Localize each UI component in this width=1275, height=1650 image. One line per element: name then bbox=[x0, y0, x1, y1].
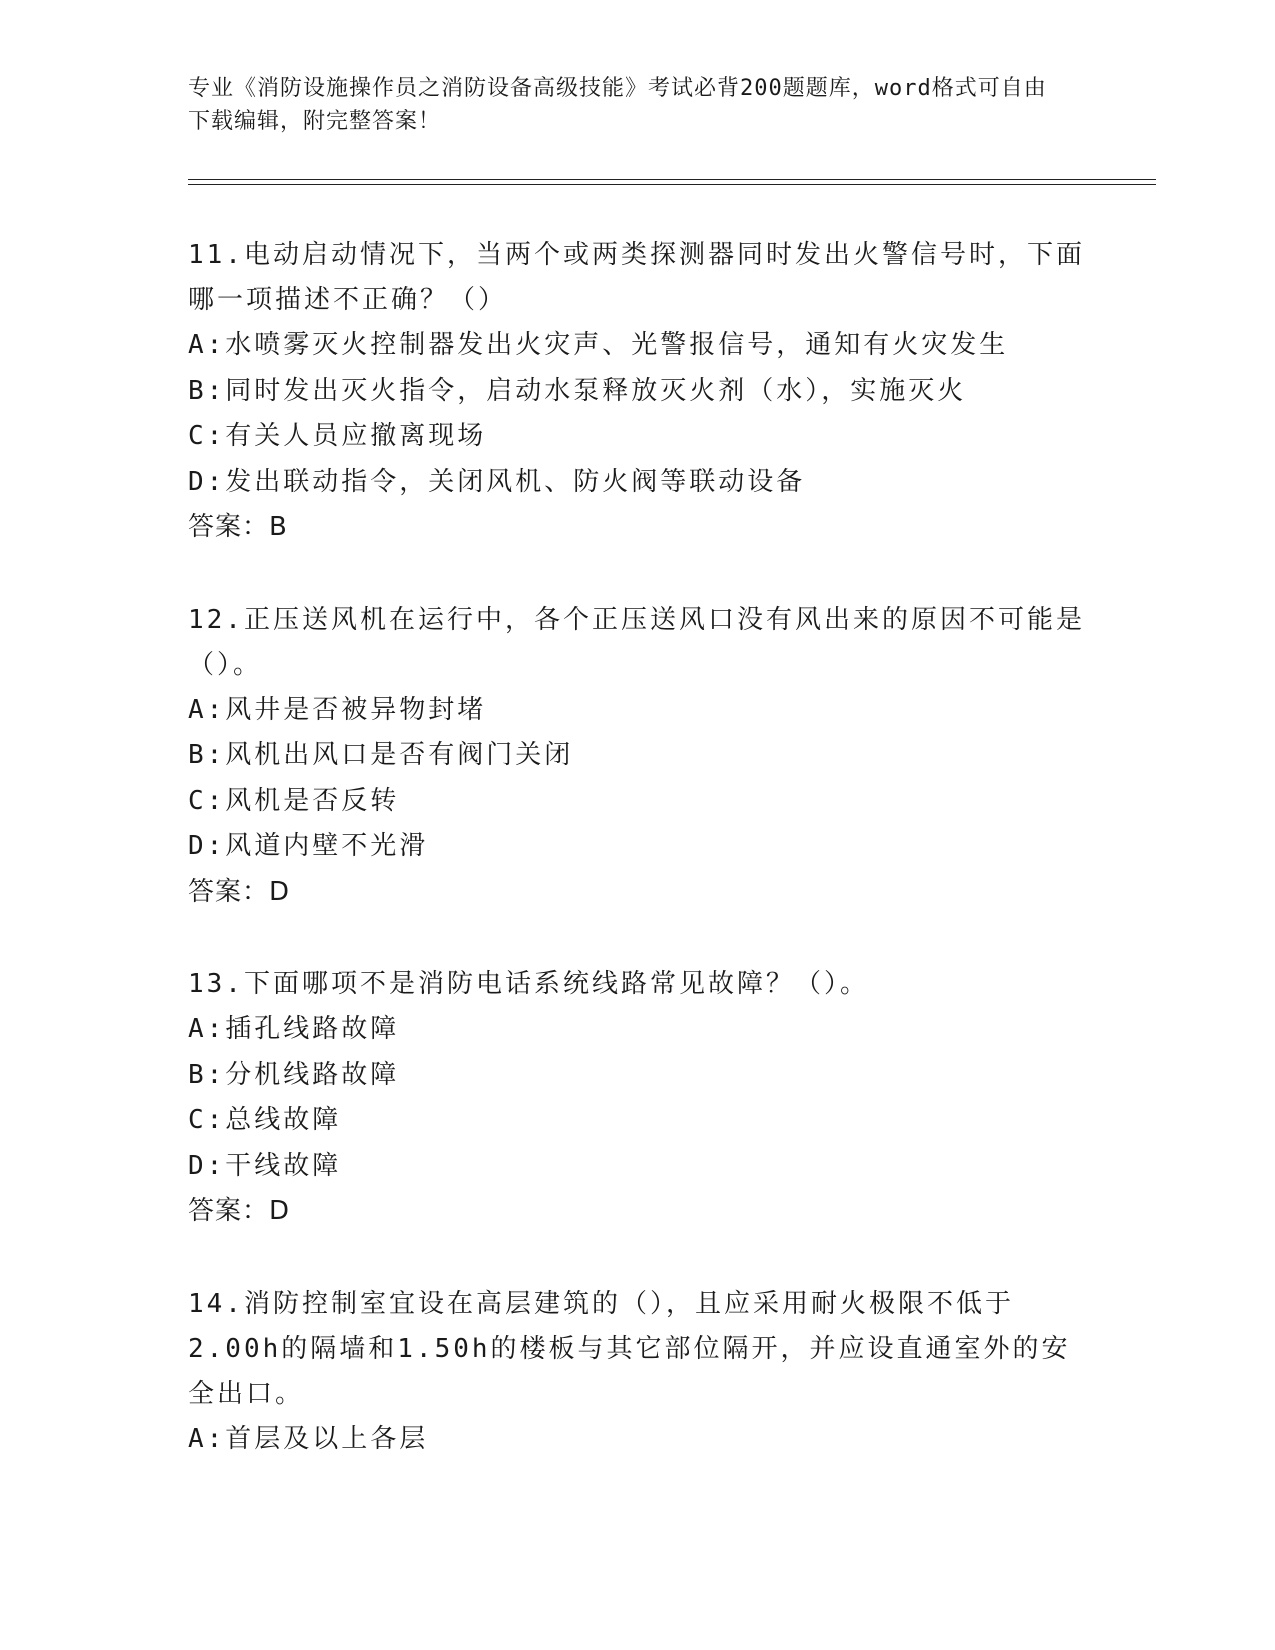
header-divider-top bbox=[188, 179, 1156, 180]
answer-label: 答案：D bbox=[188, 1196, 291, 1226]
header-divider-bottom bbox=[188, 184, 1156, 185]
question-list bbox=[188, 233, 1088, 1462]
option-d: D:干线故障 bbox=[188, 1150, 342, 1181]
question-14 bbox=[188, 1282, 1088, 1463]
option-b: B:同时发出灭火指令，启动水泵释放灭火剂（水），实施灭火 bbox=[188, 375, 967, 406]
question-stem: 11.电动启动情况下，当两个或两类探测器同时发出火警信号时，下面哪一项描述不正确？（） bbox=[188, 240, 1085, 315]
option-c: C:总线故障 bbox=[188, 1105, 342, 1135]
option-c: C:有关人员应撤离现场 bbox=[188, 421, 487, 451]
question-stem: 12.正压送风机在运行中，各个正压送风口没有风出来的原因不可能是（）。 bbox=[188, 604, 1085, 680]
question-spacer bbox=[188, 915, 1088, 962]
question-spacer bbox=[188, 1235, 1088, 1282]
document-header: 专业《消防设施操作员之消防设备高级技能》考试必背200题题库，word格式可自由下载编辑，附完整答案！ bbox=[188, 76, 1047, 134]
option-c: C:风机是否反转 bbox=[188, 785, 400, 816]
answer-label: 答案：D bbox=[188, 876, 291, 907]
question-11 bbox=[188, 233, 1088, 551]
option-a: A:水喷雾灭火控制器发出火灾声、光警报信号，通知有火灾发生 bbox=[188, 330, 1009, 360]
option-b: B:风机出风口是否有阀门关闭 bbox=[188, 740, 574, 770]
question-stem: 14.消防控制室宜设在高层建筑的（），且应采用耐火极限不低于2.00h的隔墙和1.50h的楼板与其它部位隔开，并应设直通室外的安全出口。 bbox=[188, 1288, 1071, 1409]
question-13 bbox=[188, 962, 1088, 1235]
option-b: B:分机线路故障 bbox=[188, 1059, 400, 1090]
question-spacer bbox=[188, 551, 1088, 598]
answer-label: 答案：B bbox=[188, 512, 288, 542]
option-d: D:风道内壁不光滑 bbox=[188, 831, 429, 861]
question-stem: 13.下面哪项不是消防电话系统线路常见故障？（）。 bbox=[188, 969, 869, 999]
option-a: A:首层及以上各层 bbox=[188, 1423, 429, 1454]
option-d: D:发出联动指令，关闭风机、防火阀等联动设备 bbox=[188, 466, 806, 497]
question-12 bbox=[188, 598, 1088, 916]
option-a: A:插孔线路故障 bbox=[188, 1014, 400, 1044]
option-a: A:风井是否被异物封堵 bbox=[188, 694, 487, 725]
